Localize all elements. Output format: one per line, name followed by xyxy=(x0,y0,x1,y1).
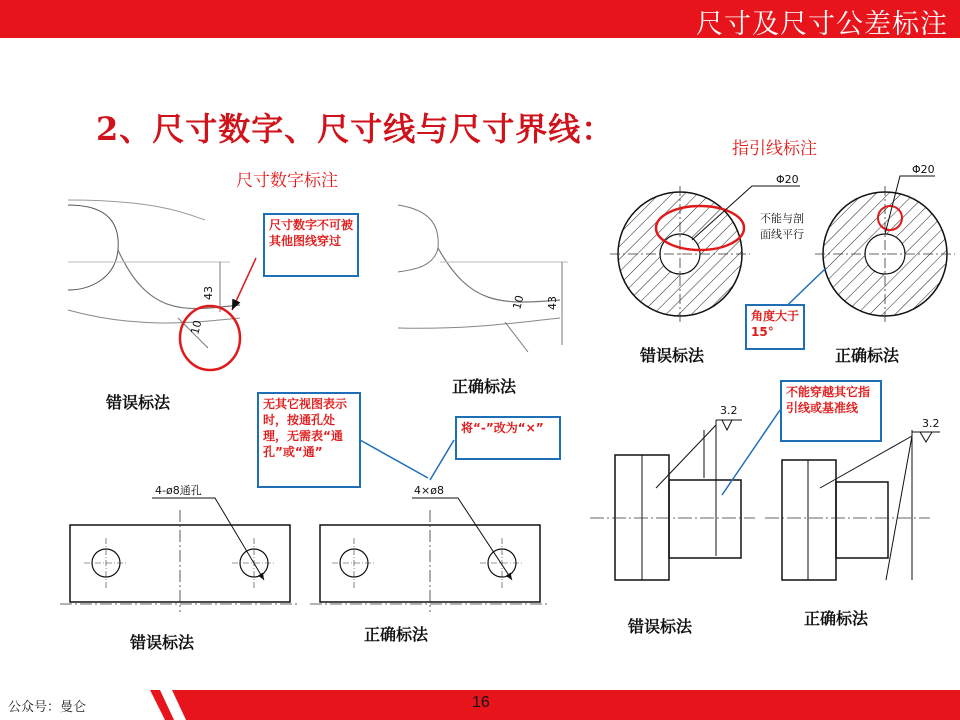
note-through-hole: 无其它视图表示时，按通孔处理，无需表“通孔”或“通” xyxy=(257,392,361,488)
note-not-crossed: 尺寸数字不可被其他图线穿过 xyxy=(263,213,359,277)
footer-account: 公众号：曼仑 xyxy=(8,700,87,715)
caption-right-4: 正确标法 xyxy=(804,609,869,628)
phi20-wrong: Φ20 xyxy=(776,173,799,186)
caption-wrong-2: 错误标法 xyxy=(640,346,705,365)
not-parallel-line1: 不能与剖 xyxy=(760,212,804,225)
rough-wrong: 3.2 xyxy=(720,404,738,417)
caption-right-1: 正确标法 xyxy=(452,377,517,396)
phi20-right: Φ20 xyxy=(912,163,935,176)
caption-wrong-4: 错误标法 xyxy=(628,617,693,636)
note-angle: 角度大于15° xyxy=(745,304,805,350)
note-leader-cross: 不能穿越其它指引线或基准线 xyxy=(780,380,882,442)
leader-label: 指引线标注 xyxy=(732,139,817,159)
caption-right-2: 正确标法 xyxy=(835,346,900,365)
section-heading: 2、尺寸数字、尺寸线与尺寸界线： xyxy=(96,110,615,148)
wrong-dim-43: 43 xyxy=(202,286,215,300)
dimension-text-label: 尺寸数字标注 xyxy=(236,171,338,191)
hole-label-wrong: 4-ø8通孔 xyxy=(155,484,202,497)
slide-title: 尺寸及尺寸公差标注 xyxy=(696,9,948,40)
note-replace-dash: 将“-”改为“×” xyxy=(455,416,561,460)
wrong-dim-10: 10 xyxy=(188,318,205,336)
page-number: 16 xyxy=(472,694,490,711)
hole-label-right: 4×ø8 xyxy=(414,484,444,497)
right-dim-10: 10 xyxy=(510,293,527,311)
caption-wrong-3: 错误标法 xyxy=(130,633,195,652)
caption-right-3: 正确标法 xyxy=(364,625,429,644)
not-parallel-line2: 面线平行 xyxy=(760,228,804,241)
caption-wrong-1: 错误标法 xyxy=(106,393,171,412)
right-dim-43: 43 xyxy=(546,296,559,310)
rough-right: 3.2 xyxy=(922,417,940,430)
